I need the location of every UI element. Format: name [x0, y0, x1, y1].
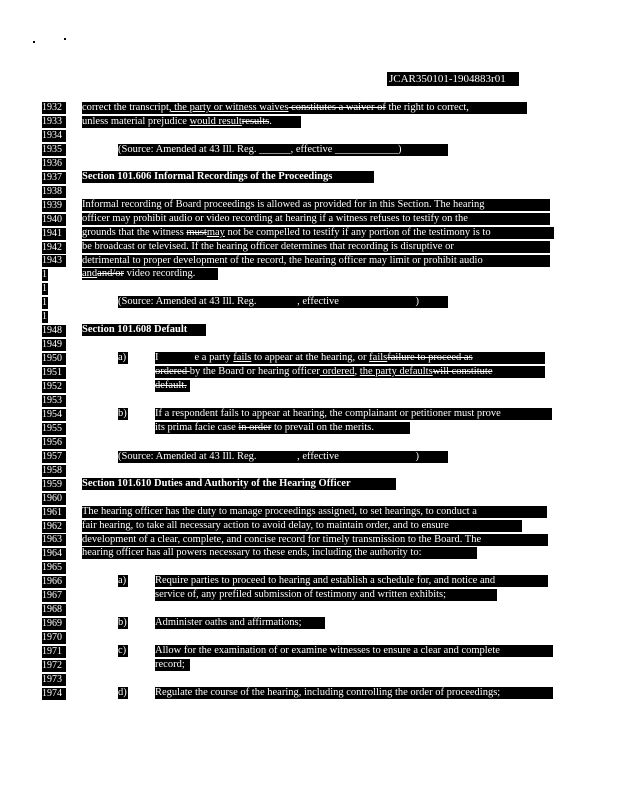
- section-608-heading: Section 101.608 Default: [82, 324, 206, 336]
- p606-line5: detrimental to proper development of the record, the hearing officer may limit or prohibit audio: [82, 255, 550, 267]
- line-number: 1956: [42, 437, 66, 449]
- p606-line1: Informal recording of Board proceedings is allowed as provided for in this Section. The hearing: [82, 199, 550, 211]
- line-number: 1935: [42, 144, 66, 156]
- line-number: 1933: [42, 116, 66, 128]
- line-number: 1941: [42, 228, 66, 240]
- line-number: 1951: [42, 367, 66, 379]
- item-610b-line1: Administer oaths and affirmations;: [155, 617, 325, 629]
- item-610d-line1: Regulate the course of the hearing, including controlling the order of proceedings;: [155, 687, 553, 699]
- line-number: 1969: [42, 618, 66, 630]
- p610-line1: The hearing officer has the duty to manage proceedings assigned, to set hearings, to conduct a: [82, 506, 547, 518]
- p610-line2: fair hearing, to take all necessary action to avoid delay, to maintain order, and to ensure: [82, 520, 522, 532]
- item-610c-label: c): [118, 645, 127, 656]
- item-610a-line1: Require parties to proceed to hearing and establish a schedule for, and notice and: [155, 575, 548, 587]
- line-number: 1962: [42, 521, 66, 533]
- source-note-3: (Source: Amended at 43 Ill. Reg. , effective ): [118, 451, 448, 463]
- source-note-1: (Source: Amended at 43 Ill. Reg. ______, effective ____________): [118, 144, 448, 156]
- line-number: 1940: [42, 214, 66, 226]
- line-number: 1: [42, 297, 47, 308]
- item-608a-label: a): [118, 352, 127, 363]
- line-number: 1934: [42, 130, 66, 142]
- line-number: 1972: [42, 660, 66, 672]
- line-number: 1939: [42, 200, 66, 212]
- item-610a-line2: service of, any prefiled submission of testimony and written exhibits;: [155, 589, 497, 601]
- line-number: 1959: [42, 479, 66, 491]
- item-610d-label: d): [118, 687, 127, 698]
- line-number: 1: [42, 311, 47, 322]
- item-608b-line2: its prima facie case in order to prevail on the merits.: [155, 422, 410, 434]
- p1-line2: unless material prejudice would resultresults.: [82, 116, 301, 128]
- line-number: 1973: [42, 674, 66, 686]
- line-number: 1970: [42, 632, 66, 644]
- p610-line3: development of a clear, complete, and concise record for timely transmission to the Board. The: [82, 534, 548, 546]
- line-number: 1: [42, 283, 47, 294]
- line-number: 1965: [42, 562, 66, 574]
- line-number: 1958: [42, 465, 66, 477]
- line-number: 1936: [42, 158, 66, 170]
- scan-speck: [64, 38, 66, 40]
- item-610c-line2: record;: [155, 659, 190, 671]
- p606-line2: officer may prohibit audio or video recording at hearing if a witness refuses to testify on the: [82, 213, 550, 225]
- item-610a-label: a): [118, 575, 127, 586]
- line-number: 1963: [42, 534, 66, 546]
- line-number: 1955: [42, 423, 66, 435]
- item-608a-line3: default.: [155, 380, 190, 392]
- p606-line3: grounds that the witness mustmay not be compelled to testify if any portion of the testimony is to: [82, 227, 554, 239]
- line-number: 1950: [42, 353, 66, 365]
- line-number: 1943: [42, 255, 66, 267]
- line-number: 1954: [42, 409, 66, 421]
- line-number: 1966: [42, 576, 66, 588]
- line-number: 1961: [42, 507, 66, 519]
- item-610c-line1: Allow for the examination of or examine witnesses to ensure a clear and complete: [155, 645, 553, 657]
- line-number: 1932: [42, 102, 66, 114]
- p1-line1: correct the transcript, the party or witness waives constitutes a waiver of the right to correct,: [82, 102, 527, 114]
- item-608a-line1: I e a party fails to appear at the hearing, or failsfailure to proceed as: [155, 352, 545, 364]
- line-number: 1942: [42, 242, 66, 254]
- section-610-heading: Section 101.610 Duties and Authority of the Hearing Officer: [82, 478, 396, 490]
- scan-speck: [33, 41, 35, 43]
- line-number: 1952: [42, 381, 66, 393]
- line-number: 1949: [42, 339, 66, 351]
- source-note-2: (Source: Amended at 43 Ill. Reg. , effective ): [118, 296, 448, 308]
- item-608b-label: b): [118, 408, 127, 419]
- line-number: 1938: [42, 186, 66, 198]
- item-608b-line1: If a respondent fails to appear at hearing, the complainant or petitioner must prove: [155, 408, 552, 420]
- item-610b-label: b): [118, 617, 127, 628]
- line-number: 1: [42, 269, 47, 280]
- section-606-heading: Section 101.606 Informal Recordings of the Proceedings: [82, 171, 374, 183]
- line-number: 1960: [42, 493, 66, 505]
- line-number: 1957: [42, 451, 66, 463]
- p606-line6: andand/or video recording.: [82, 268, 218, 280]
- line-number: 1937: [42, 172, 66, 184]
- document-header-code: JCAR350101-1904883r01: [387, 72, 519, 86]
- line-number: 1948: [42, 325, 66, 337]
- p606-line4: be broadcast or televised. If the hearing officer determines that recording is disruptive or: [82, 241, 550, 253]
- line-number: 1971: [42, 646, 66, 658]
- p610-line4: hearing officer has all powers necessary to these ends, including the authority to:: [82, 547, 477, 559]
- line-number: 1967: [42, 590, 66, 602]
- item-608a-line2: ordered by the Board or hearing officer ordered, the party defaultswill constitute: [155, 366, 545, 378]
- line-number: 1964: [42, 548, 66, 560]
- line-number: 1968: [42, 604, 66, 616]
- line-number: 1953: [42, 395, 66, 407]
- line-number: 1974: [42, 688, 66, 700]
